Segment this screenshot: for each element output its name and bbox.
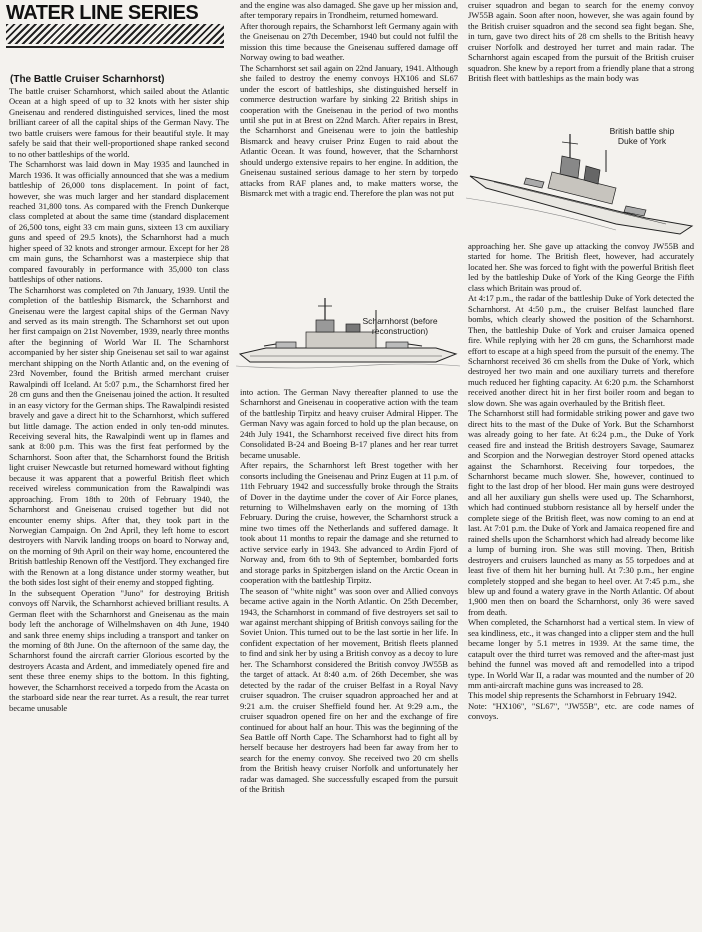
- column-1: [9, 86, 229, 713]
- paragraph: The Scharnhorst was completed on 7th January, 1939. Until the completion of the battleship Bismarck, the Scharnhorst and Gneisenau were the largest capital ships of the German Navy and served as its main strength. The Scharnhorst set out upon her first campaign on 21st November, 1939, nearly three months after the beginning of World War II. The Scharnhorst accompanied by her sister ship Gneisenau set sail to war against merchant shipping on the North Atlantic and, on the evening of 23rd November, found the British armed merchant cruiser Rawalpindi off Iceland. At 5:07 p.m., the Scharnhorst fired her 28 cm guns and then the Gneisenau joined the action. It resulted in an easy victory for the German ships. The Rawalpindi resisted bravely and gave a direct hit to the Scharnhorst, which suffered but little damage. The action ended in only ten-odd minutes. Receiving several hits, the Rawalpindi went up in flames and sank at 8:00 p.m. This was the first feat performed by the Scharnhorst. Soon after that, the Scharnhorst found the British light cruiser Newcastle but returned homeward without fighting because it was apparent that a powerful British fleet which received wireless communication from the Rawalpindi was approaching. From 18th to 20th of February 1940, the Scharnhorst and Gneisenau cruised together but did not encounter enemy ships. After that, they took part in the Norwegian Campaign. On 2nd April, they left home to escort destroyers with Narvik landing troops on board to Norway and, on the morning of 9th April on their way home, encountered the British battleship Renown off the Vestfjord. They exchanged fire with the Renown at a long distance under stormy weather, but the both sides lost sight of their enemy and stopped fighting.: [9, 284, 229, 588]
- paragraph: approaching her. She gave up attacking the convoy JW55B and started for home. The British fleet, however, had accurately located her. She was forced to fight with the powerful British fleet led by the battleship Duke of York of the King George the Fifth class which Britain was proud of.: [468, 241, 694, 293]
- paragraph: In the subsequent Operation "Juno" for destroying British convoys off Narvik, the Scharnhorst achieved brilliant results. A German fleet with the Scharnhorst and Gneisenau as the main body left the anchorage of Wilhelmshaven on 4th June, 1940 and sank three enemy ships including a transport and tanker on the morning of 8th June. On the afternoon of the same day, the Scharnhorst found the aircraft carrier Glorious escorted by the destroyers Acasta and Ardent, and immediately opened fire and sent these three enemy ships to the bottom. In this fighting, however, the Scharnhorst received a torpedo from the Acasta on the starboard side near the rear turret. As a result, the rear turret became unusable: [9, 587, 229, 713]
- paragraph: After repairs, the Scharnhorst left Brest together with her consorts including the Gneisenau and Prinz Eugen at 11 p.m. of 11th February 1942 and successfully broke through the Straits of Dover in the daytime under the cover of Air Force planes, returning to Wilhelmshaven early on the morning of 13th February. During the cruise, however, the Scharnhorst struck a mine two times off the Netherlands and suffered damage. It took about 11 months to repair the damage and she returned to active service early in 1943. She advanced to Ardin Fjord of Norway and, from 6th to 9th of September, bombarded forts and storage parks in Spitzbergen island on the Arctic Ocean in cooperation with the battleship Tirpitz.: [240, 460, 458, 586]
- scharnhorst-caption: Scharnhorst (before reconstruction): [362, 316, 438, 336]
- series-title: WATER LINE SERIES: [6, 2, 199, 24]
- column-3-bottom: [468, 241, 694, 722]
- header-hatch-bar: [6, 24, 224, 44]
- article-subtitle: (The Battle Cruiser Scharnhorst): [10, 74, 165, 85]
- paragraph: The Scharnhorst still had formidable striking power and gave two direct hits to the mast of the Duke of York. But the Scharnhorst was already going to her fate. At 6:24 p.m., the Duke of York ceased fire and instead the British destroyers Savage, Saumarez and Scorpion and the Norwegian destroyer Stord opened attacks against the Scharnhorst. Receiving four torpedoes, the Scharnhorst became much slower. She, however, continued to fight to the last drop of her blood. Her main guns were destroyed and all her auxiliary gun shells were used up. The Scharnhorst, which had continued stubborn resistance all by herself under the complete siege of the British fleet, was now coming to an end at last. At 7:01 p.m. the Duke of York and Jamaica reopened fire and rained shells upon the Scharnhorst which had already become like a lump of burning iron. She was still moving. Then, British destroyers and cruisers launched as many as 55 torpedoes and at least five of them hit her burning hull. At 7:30 p.m., her engine completely stopped and she began to heel over. At 7:45 p.m., she blew up and found a watery grave in the North Atlantic. Of about 1,900 men then on board the Scharnhorst, only 36 were saved from death.: [468, 408, 694, 617]
- paragraph: Note: "HX106", "SL67", "JW55B", etc. are code names of convoys.: [468, 700, 694, 722]
- paragraph: into action. The German Navy thereafter planned to use the Scharnhorst and Gneisenau in cooperative action with the team of the battleship Tirpitz and heavy cruiser Admiral Hipper. The German Navy was again forced to hold up the plan because, on 24th July 1941, the Scharnhorst received five direct hits from Consolidated B-24 and Boeing B-17 planes and her rear turret became unusable.: [240, 387, 458, 460]
- paragraph: After thorough repairs, the Scharnhorst left Germany again with the Gneisenau on 27th December, 1940 but could not fulfil the mission this time because the Gneisenau suffered damage off Norway owing to bad weather.: [240, 20, 458, 63]
- column-2-bottom: [240, 387, 458, 795]
- paragraph: When completed, the Scharnhorst had a vertical stem. In view of sea kindliness, etc., it was changed into a clipper stem and the hull became longer by 5.1 metres in 1939. At the same time, the catapult over the third turret was removed and the after-mast just behind the funnel was moved aft and remodelled into a tripod type. In World War II, a radar was mounted and the number of 20 mm anti-aircraft machine guns was increased to 28.: [468, 617, 694, 691]
- paragraph: and the engine was also damaged. She gave up her mission and, after temporary repairs in Trondheim, returned homeward.: [240, 0, 458, 21]
- duke-of-york-caption: British battle ship Duke of York: [609, 126, 675, 146]
- column-2-top: [240, 0, 458, 199]
- paragraph: The Scharnhorst was laid down in May 1935 and launched in March 1936. It was officially announced that she was a medium battleship of 26,000 tons displacement. In point of fact, however, she was much larger and her standard displacement reached 31,800 tons. As compared with the French Dunkerque class completed at about the same time (standard displacement of 26,500 tons, eight 33 cm main guns, sixteen 13 cm auxiliary guns and speed of 29.5 knots), the Scharnhorst had a much higher speed of 32 knots and stronger armour. Except for her 28 cm main guns, the Scharnhorst was a masterpiece ship that compared favourably in performance with 35,000 ton class battleships of other nations.: [9, 159, 229, 285]
- scharnhorst-ship-illustration: [236, 296, 460, 376]
- column-3-top: [468, 0, 694, 84]
- paragraph: The Scharnhorst set sail again on 22nd January, 1941. Although she failed to destroy the enemy convoys HX106 and SL67 under the escort of battleships, she distinguished herself in commerce destruction warfare by sinking 22 British ships in cooperation with the Gneisenau in the period of two months until she put in at Brest on 22nd March. After repairs in Brest, the Scharnhorst and Gneisenau were to join the battleship Bismarck and heavy cruiser Prinz Eugen to raid about the Atlantic Ocean. It was found, however, that the Scharnhorst should undergo extensive repairs to her engine. In addition, the Gneisenau sustained serious damage to her stern by torpedo attacks from RAF planes and, to make matters worse, the Bismarck met with a tragic end. Therefore the plan was not put: [240, 62, 458, 199]
- paragraph: cruiser squadron and began to search for the enemy convoy JW55B again. Soon after noon, however, she was again found by the British cruiser squadron and the second sea fight began. She, in turn, gave two direct hits of 28 cm shells to the British heavy cruiser Norfolk and destroyed her turret and main radar. The Scharnhorst again escaped from the pursuit of the British cruiser squadron. She knew by a report from a friendly plane that a strong British fleet with battleships as the main body was: [468, 0, 694, 84]
- paragraph: The season of "white night" was soon over and Allied convoys became active again in the North Atlantic. On 25th December, 1943, the Scharnhorst in command of five destroyers set sail to war against merchant shipping of British convoys sailing for the Soviet Union. This turned out to be the last sortie in her life. In confident expectation of her movement, British fleets planned to find and sink her by using a British convoy as a decoy to lure her. The Scharnhorst considered the British convoy JW55B as the target of attack. At 8:40 a.m. of 26th December, she was detected by the radar of the cruiser Belfast in a Royal Navy cruiser squadron. The cruiser squadron approached her and at 9:21 a.m. the cruiser Sheffield found her. At 9:29 a.m., the cruiser squadron opened fire on her and the exchange of fire continued for about half an hour. This was the beginning of the Sea Battle off North Cape. The Scharnhorst had to fight all by herself because her destroyers had been far away from her to search for the enemy convoy. She received two 20 cm shells from the British heavy cruiser Norfolk and unfortunately her radar was damaged. She successfully escaped from the pursuit of the British: [240, 585, 458, 795]
- paragraph: At 4:17 p.m., the radar of the battleship Duke of York detected the Scharnhorst. At 4:50 p.m., the cruiser Belfast launched flare bombs, which clearly showed the position of the Scharnhorst. Then, the battleship Duke of York and cruiser Jamaica opened fire. While replying with her 28 cm guns, the Scharnhorst made effort to escape at a high speed from the pursuit of the enemy. The Scharnhorst received 36 cm shells from the Duke of York, which destroyed her two main and one auxiliary turrets and therefore much reduced her fighting capacity. At 6:20 p.m. the Scharnhorst received another direct hit in her first boiler room and began to slow down. She was again overhauled by the British fleet.: [468, 293, 694, 408]
- series-header: [6, 2, 224, 48]
- paragraph: This model ship represents the Scharnhorst in February 1942.: [468, 690, 677, 701]
- paragraph: The battle cruiser Scharnhorst, which sailed about the Atlantic Ocean at a high speed of up to 32 knots with her sister ship Gneisenau and rendered distinguished services, lined the most brilliant career of all the capital ships of the German Navy. The two battle cruisers were famous for their beautiful style. It may safely be said that their well-proportioned shape ranked second to no other battleships of the world.: [9, 86, 229, 159]
